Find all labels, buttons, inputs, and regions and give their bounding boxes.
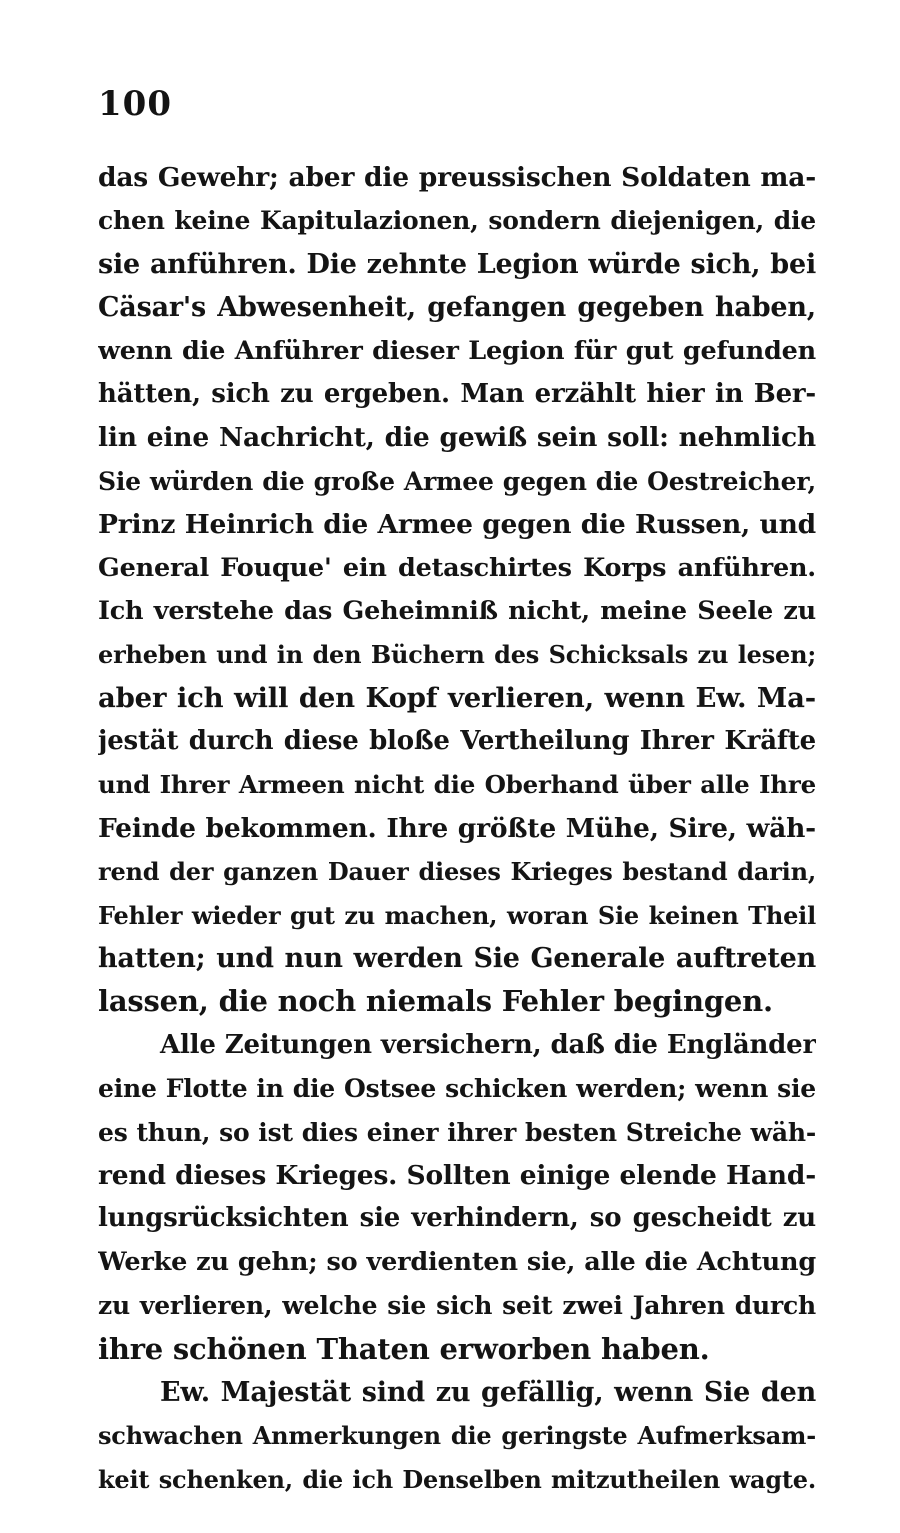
paragraph-end-line: ihre schönen Thaten erworben haben.: [98, 1331, 710, 1366]
text-line: Ich verstehe das Geheimniß nicht, meine Seele zu: [98, 595, 816, 626]
text-line: lin eine Nachricht, die gewiß sein soll: nehmlich: [98, 422, 816, 454]
text-line: jestät durch diese bloße Vertheilung Ihrer Kräfte: [98, 726, 816, 757]
text-line: schwachen Anmerkungen die geringste Aufmerksam-: [98, 1421, 816, 1451]
text-line: hatten; und nun werden Sie Generale auftreten: [98, 943, 816, 975]
text-line: sie anführen. Die zehnte Legion würde sich, bei: [98, 248, 816, 280]
page-number: 100: [98, 84, 172, 124]
text-line: Cäsar's Abwesenheit, gefangen gegeben haben,: [98, 292, 816, 324]
text-line: Feinde bekommen. Ihre größte Mühe, Sire, wäh-: [98, 812, 816, 844]
text-line: hätten, sich zu ergeben. Man erzählt hier in Ber-: [98, 378, 816, 409]
paragraph-start-line: Ew. Majestät sind zu gefällig, wenn Sie den: [160, 1376, 816, 1408]
text-line: es thun, so ist dies einer ihrer besten Streiche wäh-: [98, 1117, 816, 1147]
text-line: Werke zu gehn; so verdienten sie, alle die Achtung: [98, 1246, 816, 1277]
text-line: rend der ganzen Dauer dieses Krieges bestand darin,: [98, 857, 816, 887]
text-line: aber ich will den Kopf verlieren, wenn Ew. Ma-: [98, 681, 816, 714]
text-line: wenn die Anführer dieser Legion für gut gefunden: [98, 335, 816, 366]
text-line: rend dieses Krieges. Sollten einige elende Hand-: [98, 1159, 816, 1191]
text-line: eine Flotte in die Ostsee schicken werden; wenn sie: [98, 1074, 816, 1104]
text-line: Fehler wieder gut zu machen, woran Sie keinen Theil: [98, 900, 816, 930]
text-line: zu verlieren, welche sie sich seit zwei Jahren durch: [98, 1291, 816, 1321]
text-line: General Fouque' ein detaschirtes Korps anführen.: [98, 552, 816, 583]
text-line: Prinz Heinrich die Armee gegen die Russen, und: [98, 509, 816, 541]
text-line: Sie würden die große Armee gegen die Oestreicher,: [98, 466, 816, 496]
paragraph-start-line: Alle Zeitungen versichern, daß die Engländer: [160, 1029, 816, 1060]
text-line: das Gewehr; aber die preussischen Soldaten ma-: [98, 162, 816, 193]
paragraph-end-line: lassen, die noch niemals Fehler begingen.: [98, 984, 773, 1019]
text-line: chen keine Kapitulazionen, sondern diejenigen, die: [98, 206, 816, 236]
text-line: erheben und in den Büchern des Schicksals zu lesen;: [98, 640, 816, 670]
text-line: und Ihrer Armeen nicht die Oberhand über alle Ihre: [98, 770, 816, 800]
text-line: lungsrücksichten sie verhindern, so gescheidt zu: [98, 1203, 816, 1234]
text-line: keit schenken, die ich Denselben mitzutheilen wagte.: [98, 1464, 816, 1494]
body-text: [98, 156, 816, 1501]
